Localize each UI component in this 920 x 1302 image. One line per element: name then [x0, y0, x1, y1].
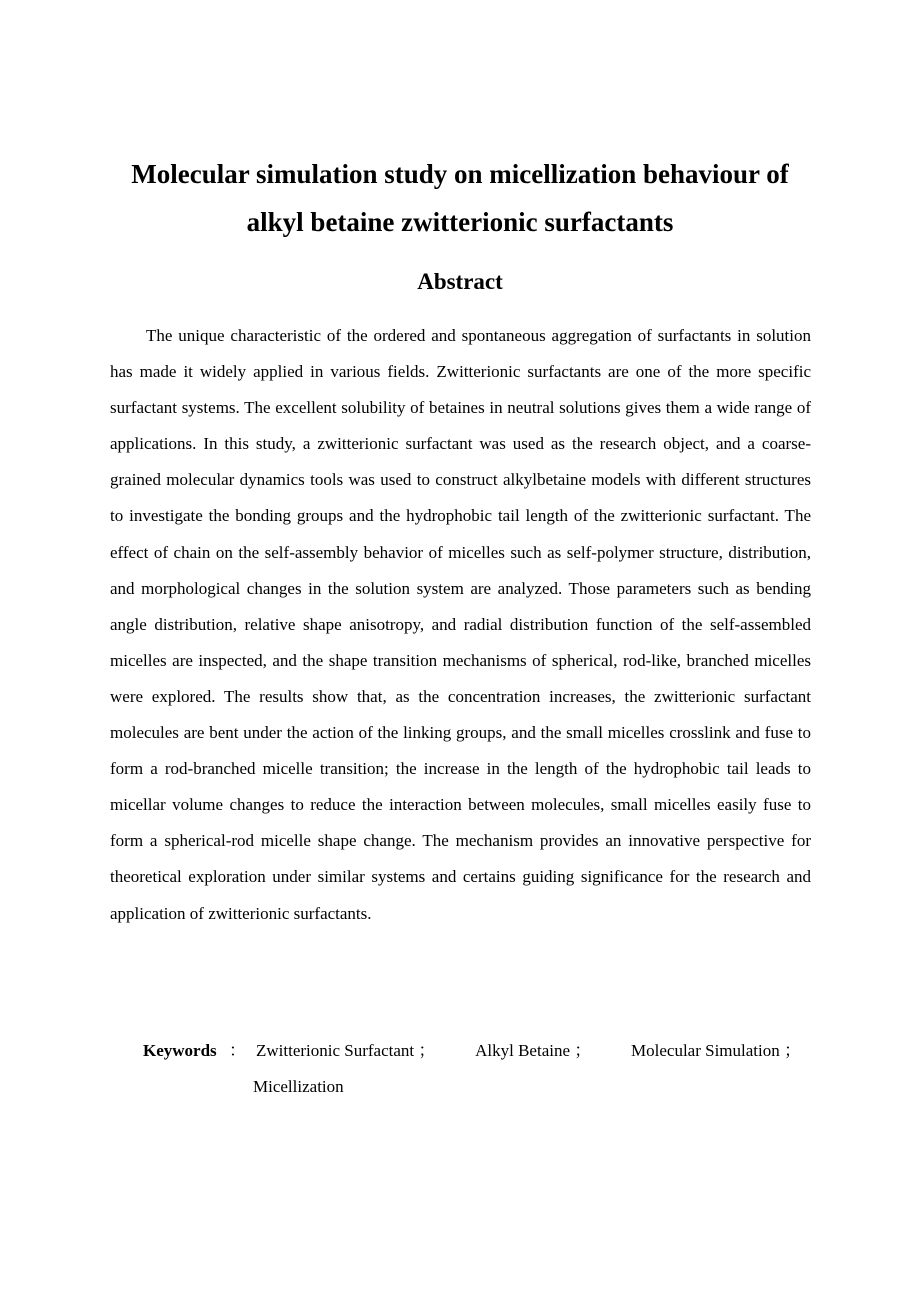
keyword-item: Zwitterionic Surfactant ； — [256, 1041, 436, 1060]
title-line-1: Molecular simulation study on micellization behaviour of — [131, 159, 789, 189]
abstract-paragraph: The unique characteristic of the ordered and spontaneous aggregation of surfactants in solution has made it widely applied in various fields. Zwitterionic surfactants are one of the more specific surfactant systems. The excellent solubility of betaines in neutral solutions gives them a wide range of applications. In this study, a zwitterionic surfactant was used as the research object, and a coarse-grained molecular dynamics tools was used to construct alkylbetaine models with different structures to investigate the bonding groups and the hydrophobic tail length of the zwitterionic surfactant. The effect of chain on the self-assembly behavior of micelles such as self-polymer structure, distribution, and morphological changes in the solution system are analyzed. Those parameters such as bending angle distribution, relative shape anisotropy, and radial distribution function of the self-assembled micelles are inspected, and the shape transition mechanisms of spherical, rod-like, branched micelles were explored. The results show that, as the concentration increases, the zwitterionic surfactant molecules are bent under the action of the linking groups, and the small micelles crosslink and fuse to form a rod-branched micelle transition; the increase in the length of the hydrophobic tail leads to micellar volume changes to reduce the interaction between molecules, small micelles easily fuse to form a spherical-rod micelle shape change. The mechanism provides an innovative perspective for theoretical exploration under similar systems and certains guiding significance for the research and application of zwitterionic surfactants. — [110, 326, 811, 923]
abstract-heading: Abstract — [417, 269, 503, 294]
keyword-item: Micellization — [253, 1077, 344, 1096]
keyword-item: Molecular Simulation ； — [631, 1041, 801, 1060]
keywords-line-2 — [253, 1069, 344, 1105]
document-title — [60, 150, 860, 246]
keywords-label: Keywords — [143, 1041, 217, 1060]
keywords-line-1 — [256, 1033, 801, 1069]
keywords-label-separator: ： — [229, 1041, 246, 1060]
title-line-2: alkyl betaine zwitterionic surfactants — [246, 207, 674, 237]
keyword-item: Alkyl Betaine ； — [475, 1041, 592, 1060]
